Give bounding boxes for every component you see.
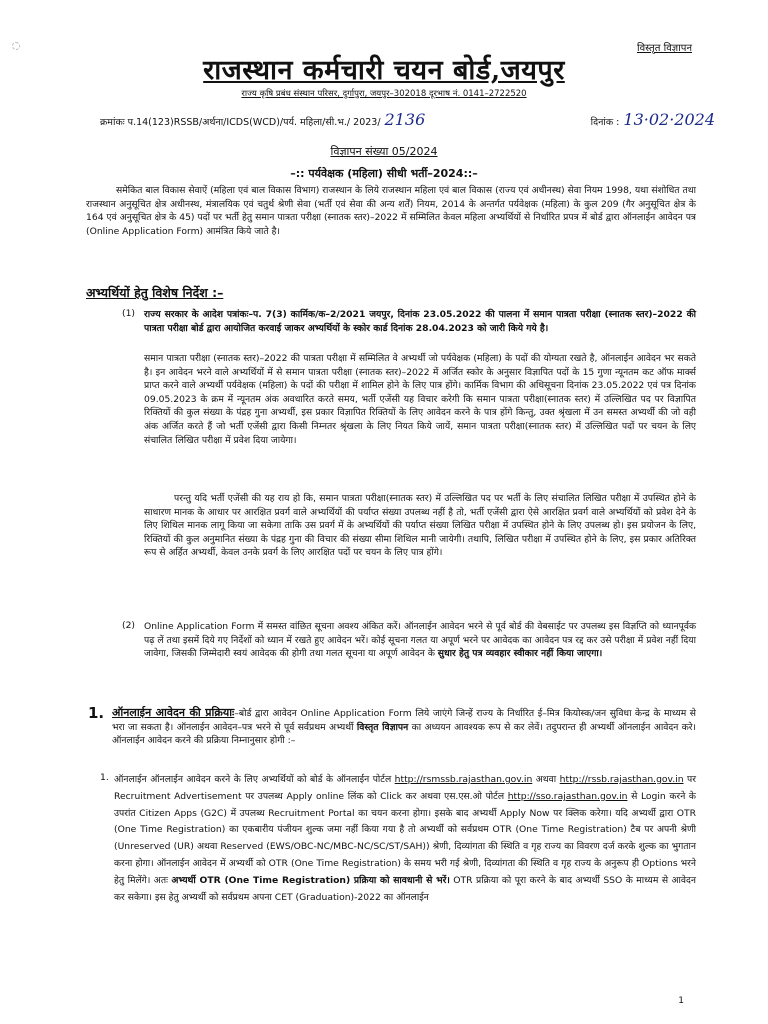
subitem-1-bold-instruction: अभ्यर्थी OTR (One Time Registration) प्रक्रिया को सावधानी से भरें। — [171, 874, 450, 886]
item-1-paragraph-a: समान पात्रता परीक्षा (स्नातक स्तर)–2022 की पात्रता परीक्षा में सम्मिलित वे अभ्यर्थी जो पर्यवेक्षक (महिला) के पदों की योग्यता रखते है, ऑनलाईन आवेदन भर सकते है। इन आवेदन भरने वाले अभ्यर्थियों में से समान पात्रता परीक्षा (स्नातक स्तर)–2022 में अर्जित स्कोर के अनुसार विज्ञापित पदों के 15 गुणा न्यूनतम कट ऑफ मार्क्स प्राप्त करने वाले अभ्यर्थी पर्यवेक्षक (महिला) के पदों की परीक्षा में शामिल होने के लिए पात्र होंगे। कार्मिक विभाग की अधिसूचना दिनांक 23.05.2022 एवं पत्र दिनांक 09.05.2023 के क्रम में न्यूनतम अंक अवधारित करते समय, भर्ती एजेंसी यह विचार करेगी कि समान पात्रता परीक्षा(स्नातक स्तर) में उल्लिखित पद पर विज्ञापित रिक्तियों की कुल संख्या के पंद्रह गुना अभ्यर्थी, इस प्रकार विज्ञापित रिक्तियों के लिए आवेदन करने के पात्र होंगे किन्तु, उक्त श्रृंखला में उन समस्त अभ्यर्थी की जो वही अंक अर्जित करते हैं जो भर्ती एजेंसी द्वारा किसी निम्नतर श्रृंखला के लिए नियत किये जायें, समान पात्रता परीक्षा(स्नातक स्तर) में उल्लिखित पदों पर चयन के लिए संचालित लिखित परीक्षा में प्रवेश दिया जायेगा। — [144, 353, 696, 446]
subitem-1-part-4: से Login करने के उपरांत Citizen Apps (G2C) में उपलब्ध Recruitment Portal का चयन करना होगा। इसके बाद अभ्यर्थी Apply Now पर क्लिक करेगा। यदि अभ्यर्थी द्वारा OTR (One Time Registration) का एकबारीय पंजीयन शुल्क जमा नहीं किया गया है तो अभ्यर्थी को सर्वप्रथम OTR (One Time Registration) टैब पर अपनी श्रेणी (Unreserved (UR) अथवा Reserved (EWS/OBC-NC/MBC-NC/SC/ST/SAH)) श्रेणी, दिव्यांगता की स्थिति व गृह राज्य का विवरण दर्ज करके शुल्क का भुगतान करना होगा। ऑनलाईन आवेदन में अभ्यर्थी को OTR (One Time Registration) के समय भरी गई श्रेणी, दिव्यांगता की स्थिति व गृह राज्य के अनुरूप ही Options भरने हेतु मिलेंगे। अतः — [114, 790, 696, 886]
rssb-portal-link[interactable]: http://rssb.rajasthan.gov.in — [559, 774, 684, 785]
detailed-advertisement-tag: विस्तृत विज्ञापन — [637, 43, 692, 54]
subitem-1-number: 1. — [100, 772, 109, 783]
subitem-1-part-6: OTR प्रक्रिया को पूरा करने के बाद अभ्यर्थी SSO के माध्यम से आवेदन कर सकेगा। इस हेतु अभ्यर्थी को सर्वप्रथम अपना CET (Graduation)-2022 का ऑनलाईन — [114, 874, 696, 903]
advertisement-number: विज्ञापन संख्या 05/2024 — [330, 145, 438, 158]
handwritten-date: 13·02·2024 — [623, 110, 715, 129]
board-address: राज्य कृषि प्रबंध संस्थान परिसर, दुर्गापुरा, जयपुर–302018 दूरभाष नं. 0141–2722520 — [241, 89, 527, 99]
reference-line — [100, 110, 715, 129]
section-1-body: –बोर्ड द्वारा आवेदन Online Application Form लिये जाएंगे जिन्हें राज्य के निर्धारित ई–मित्र कियोस्क/जन सुविधा केन्द्र के माध्यम से भरा जा सकता है। ऑनलाईन आवेदन–पत्र भरने से पूर्व सर्वप्रथम अभ्यर्थी — [112, 708, 696, 733]
reference-number: क्रमांकः प.14(123)RSSB/अर्थना/ICDS(WCD)/पर्य. महिला/सी.भ./ 2023/ — [100, 117, 381, 128]
intro-paragraph: समेकित बाल विकास सेवाऐं (महिला एवं बाल विकास विभाग) राजस्थान के लिये राजस्थान महिला एवं बाल विकास (राज्य एवं अधीनस्थ) सेवा नियम 1998, यथा संशोधित तथा राजस्थान अनुसूचित क्षेत्र अधीनस्थ, मंत्रालयिक एवं चतुर्थ श्रेणी सेवा (भर्ती एवं सेवा की अन्य शर्तें) नियम, 2014 के अन्तर्गत पर्यवेक्षक (महिला) के कुल 209 (गैर अनुसूचित क्षेत्र के 164 एवं अनुसूचित क्षेत्र के 45) पदों पर भर्ती हेतु समान पात्रता परीक्षा (स्नातक स्तर)–2022 में सम्मिलित केवल महिला अभ्यर्थियों से निर्धारित प्रपत्र में बोर्ड द्वारा ऑनलाईन आवेदन पत्र (Online Application Form) आमंत्रित किये जाते है। — [86, 185, 696, 237]
recruitment-title: –:: पर्यवेक्षक (महिला) सीधी भर्ती–2024::– — [290, 167, 478, 180]
date-label: दिनांक : — [590, 117, 620, 128]
page-number: 1 — [678, 996, 684, 1006]
section-1-body-end: का अध्ययन आवश्यक रूप से कर लेवें। तदुपरान्त ही अभ्यर्थी ऑनलाईन आवेदन करे। ऑनलाईन आवेदन करने की प्रक्रिया निम्नानुसार होगी :– — [112, 721, 697, 747]
rsmssb-portal-link[interactable]: http://rsmssb.rajasthan.gov.in — [394, 774, 533, 785]
section-1-text — [112, 706, 696, 748]
subitem-1-part-1: ऑनलाईन ऑनलाईन आवेदन करने के लिए अभ्यर्थियों को बोर्ड के ऑनलाईन पोर्टल — [114, 774, 395, 785]
section-1-number: 1. — [88, 704, 105, 722]
section-1-title: ऑनलाईन आवेदन की प्रक्रियाः — [112, 706, 235, 719]
punch-hole-mark — [12, 42, 20, 50]
sso-portal-link[interactable]: http://sso.rajasthan.gov.in — [507, 790, 628, 802]
item-2-bold-text: सुधार हेतु पत्र व्यवहार स्वीकार नहीं किया जाएगा। — [437, 648, 603, 660]
section-1-bold-term: विस्तृत विज्ञापन — [356, 721, 409, 733]
item-2-number: (2) — [122, 620, 136, 631]
handwritten-reference-number: 2136 — [384, 110, 426, 129]
item-2-normal-text: Online Application Form में समस्त वांछित सूचना अवश्य अंकित करें। ऑनलाईन आवेदन भरने से पूर्व बोर्ड की वेबसाईट पर उपलब्ध इस विज्ञप्ति को ध्यानपूर्वक पढ़ लें तथा इसमें दिये गए निर्देशों को ध्यान में रखते हुए आवेदन भरें। कोई सूचना गलत या अपूर्ण भरने पर आवेदक का आवेदन पत्र रद्द कर उसे परीक्षा में प्रवेश नहीं दिया जावेगा, जिसकी जिम्मेदारी स्वयं आवेदक की होगी तथा गलत सूचना या अपूर्ण आवेदन के — [144, 621, 696, 660]
subitem-1-part-2: अथवा — [532, 774, 560, 785]
item-1-paragraph-b: परन्तु यदि भर्ती एजेंसी की यह राय हो कि, समान पात्रता परीक्षा(स्नातक स्तर) में उल्लिखित पद पर भर्ती के लिए संचालित लिखित परीक्षा में उपस्थित होने के साधारण मानक के आधार पर आरक्षित प्रवर्ग वाले अभ्यर्थियों की पर्याप्त संख्या उपलब्ध नहीं है तो, भर्ती एजेंसी द्वारा ऐसे आरक्षित प्रवर्ग वाले अभ्यर्थियों को प्रवेश देने के लिए शिथिल मानक लागू किया जा सकेगा ताकि उस प्रवर्ग में के अभ्यर्थियों की पर्याप्त संख्या लिखित परीक्षा में उपस्थित होने के लिए उपलब्ध हो। इस प्रयोजन के लिए, रिक्तियों की कुल अनुमानित संख्या के पंद्रह गुना की विचार की संख्या सीमा शिथिल मानी जायेगी। तथापि, लिखित परीक्षा में उपस्थित होने के लिए, इस प्रकार अतिरिक्त रूप से अर्हित अभ्यर्थी, केवल उनके प्रवर्ग के लिए आरक्षित पदों पर चयन के लिए पात्र होंगे। — [144, 493, 696, 559]
item-2-text — [144, 620, 696, 661]
board-title: राजस्थान कर्मचारी चयन बोर्ड,जयपुर — [203, 55, 565, 86]
special-instructions-heading: अभ्यर्थियों हेतु विशेष निर्देश :– — [86, 285, 224, 300]
item-1-bold-text: राज्य सरकार के आदेश पत्रांकः–प. 7(3) कार्मिक/क–2/2021 जयपुर, दिनांक 23.05.2022 की पालना में समान पात्रता परीक्षा (स्नातक स्तर)–2022 की पात्रता परीक्षा बोर्ड द्वारा आयोजित करवाई जाकर अभ्यर्थियों के स्कोर कार्ड दिनांक 28.04.2023 को जारी किये गये है। — [144, 309, 696, 334]
subitem-1-part-3: पर Recruitment Advertisement पर उपलब्ध Apply online लिंक को Click कर अथवा एस.एस.ओ पोर्टल — [114, 774, 697, 802]
item-1-number: (1) — [122, 308, 136, 319]
subitem-1-text — [114, 772, 696, 906]
